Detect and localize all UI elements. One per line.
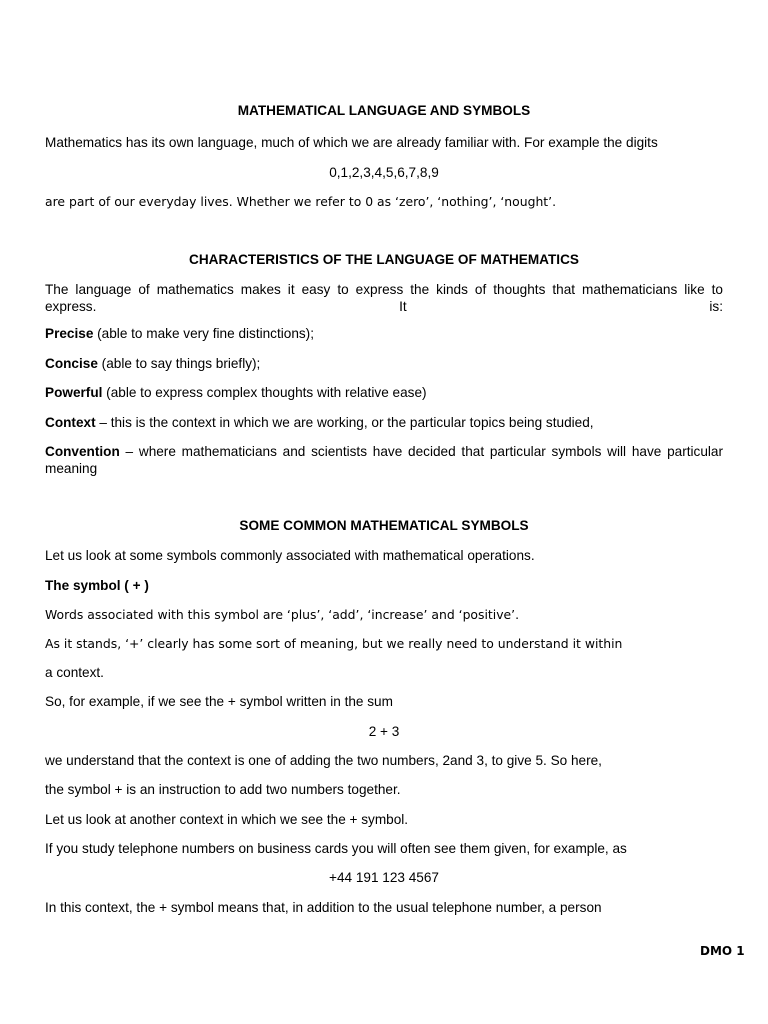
page-footer: DMO 1 xyxy=(700,944,745,958)
intro-paragraph-1: Mathematics has its own language, much of which we are already familiar with. For example the digits xyxy=(45,135,658,150)
sum-example: 2 + 3 xyxy=(368,724,400,739)
characteristic-item xyxy=(45,355,723,372)
digits-line: 0,1,2,3,4,5,6,7,8,9 xyxy=(329,165,439,180)
characteristic-item xyxy=(45,325,723,342)
section-heading-characteristics: CHARACTERISTICS OF THE LANGUAGE OF MATHEMATICS xyxy=(189,252,579,267)
characteristic-item xyxy=(45,384,723,401)
characteristic-term: Context xyxy=(45,415,96,430)
body-line: a context. xyxy=(45,665,104,680)
intro-paragraph-2: are part of our everyday lives. Whether we refer to 0 as ‘zero’, ‘nothing’, ‘nought’. xyxy=(45,194,557,209)
characteristic-desc: (able to express complex thoughts with relative ease) xyxy=(102,385,427,400)
characteristics-intro-text: The language of mathematics makes it easy to express the kinds of thoughts that mathematicians like to express. It is: xyxy=(45,282,723,314)
body-line: So, for example, if we see the + symbol written in the sum xyxy=(45,694,393,709)
body-line: If you study telephone numbers on business cards you will often see them given, for example, as xyxy=(45,841,627,856)
body-line: In this context, the + symbol means that, in addition to the usual telephone number, a person xyxy=(45,900,602,915)
page-title: MATHEMATICAL LANGUAGE AND SYMBOLS xyxy=(237,103,531,118)
characteristic-term: Powerful xyxy=(45,385,103,400)
characteristic-item xyxy=(45,443,723,477)
body-line: Words associated with this symbol are ‘plus’, ‘add’, ‘increase’ and ‘positive’. xyxy=(45,607,520,622)
body-line: the symbol + is an instruction to add two numbers together. xyxy=(45,782,401,797)
symbol-subheading: The symbol ( + ) xyxy=(45,578,149,593)
characteristic-term: Concise xyxy=(45,356,98,371)
body-line: As it stands, ‘+’ clearly has some sort of meaning, but we really need to understand it within xyxy=(45,636,623,651)
body-line: Let us look at some symbols commonly associated with mathematical operations. xyxy=(45,548,535,563)
characteristic-term: Convention xyxy=(45,444,120,459)
characteristic-desc: – this is the context in which we are working, or the particular topics being studied, xyxy=(95,415,594,430)
body-line: we understand that the context is one of adding the two numbers, 2and 3, to give 5. So here, xyxy=(45,753,602,768)
characteristic-term: Precise xyxy=(45,326,94,341)
characteristic-item xyxy=(45,414,723,431)
characteristic-desc: – where mathematicians and scientists have decided that particular symbols will have particular meaning xyxy=(45,444,723,476)
section-heading-symbols: SOME COMMON MATHEMATICAL SYMBOLS xyxy=(239,518,529,533)
body-line: Let us look at another context in which we see the + symbol. xyxy=(45,812,409,827)
characteristic-desc: (able to say things briefly); xyxy=(97,356,261,371)
characteristic-desc: (able to make very fine distinctions); xyxy=(93,326,314,341)
characteristics-intro xyxy=(45,281,723,315)
telephone-example: +44 191 123 4567 xyxy=(329,870,439,885)
